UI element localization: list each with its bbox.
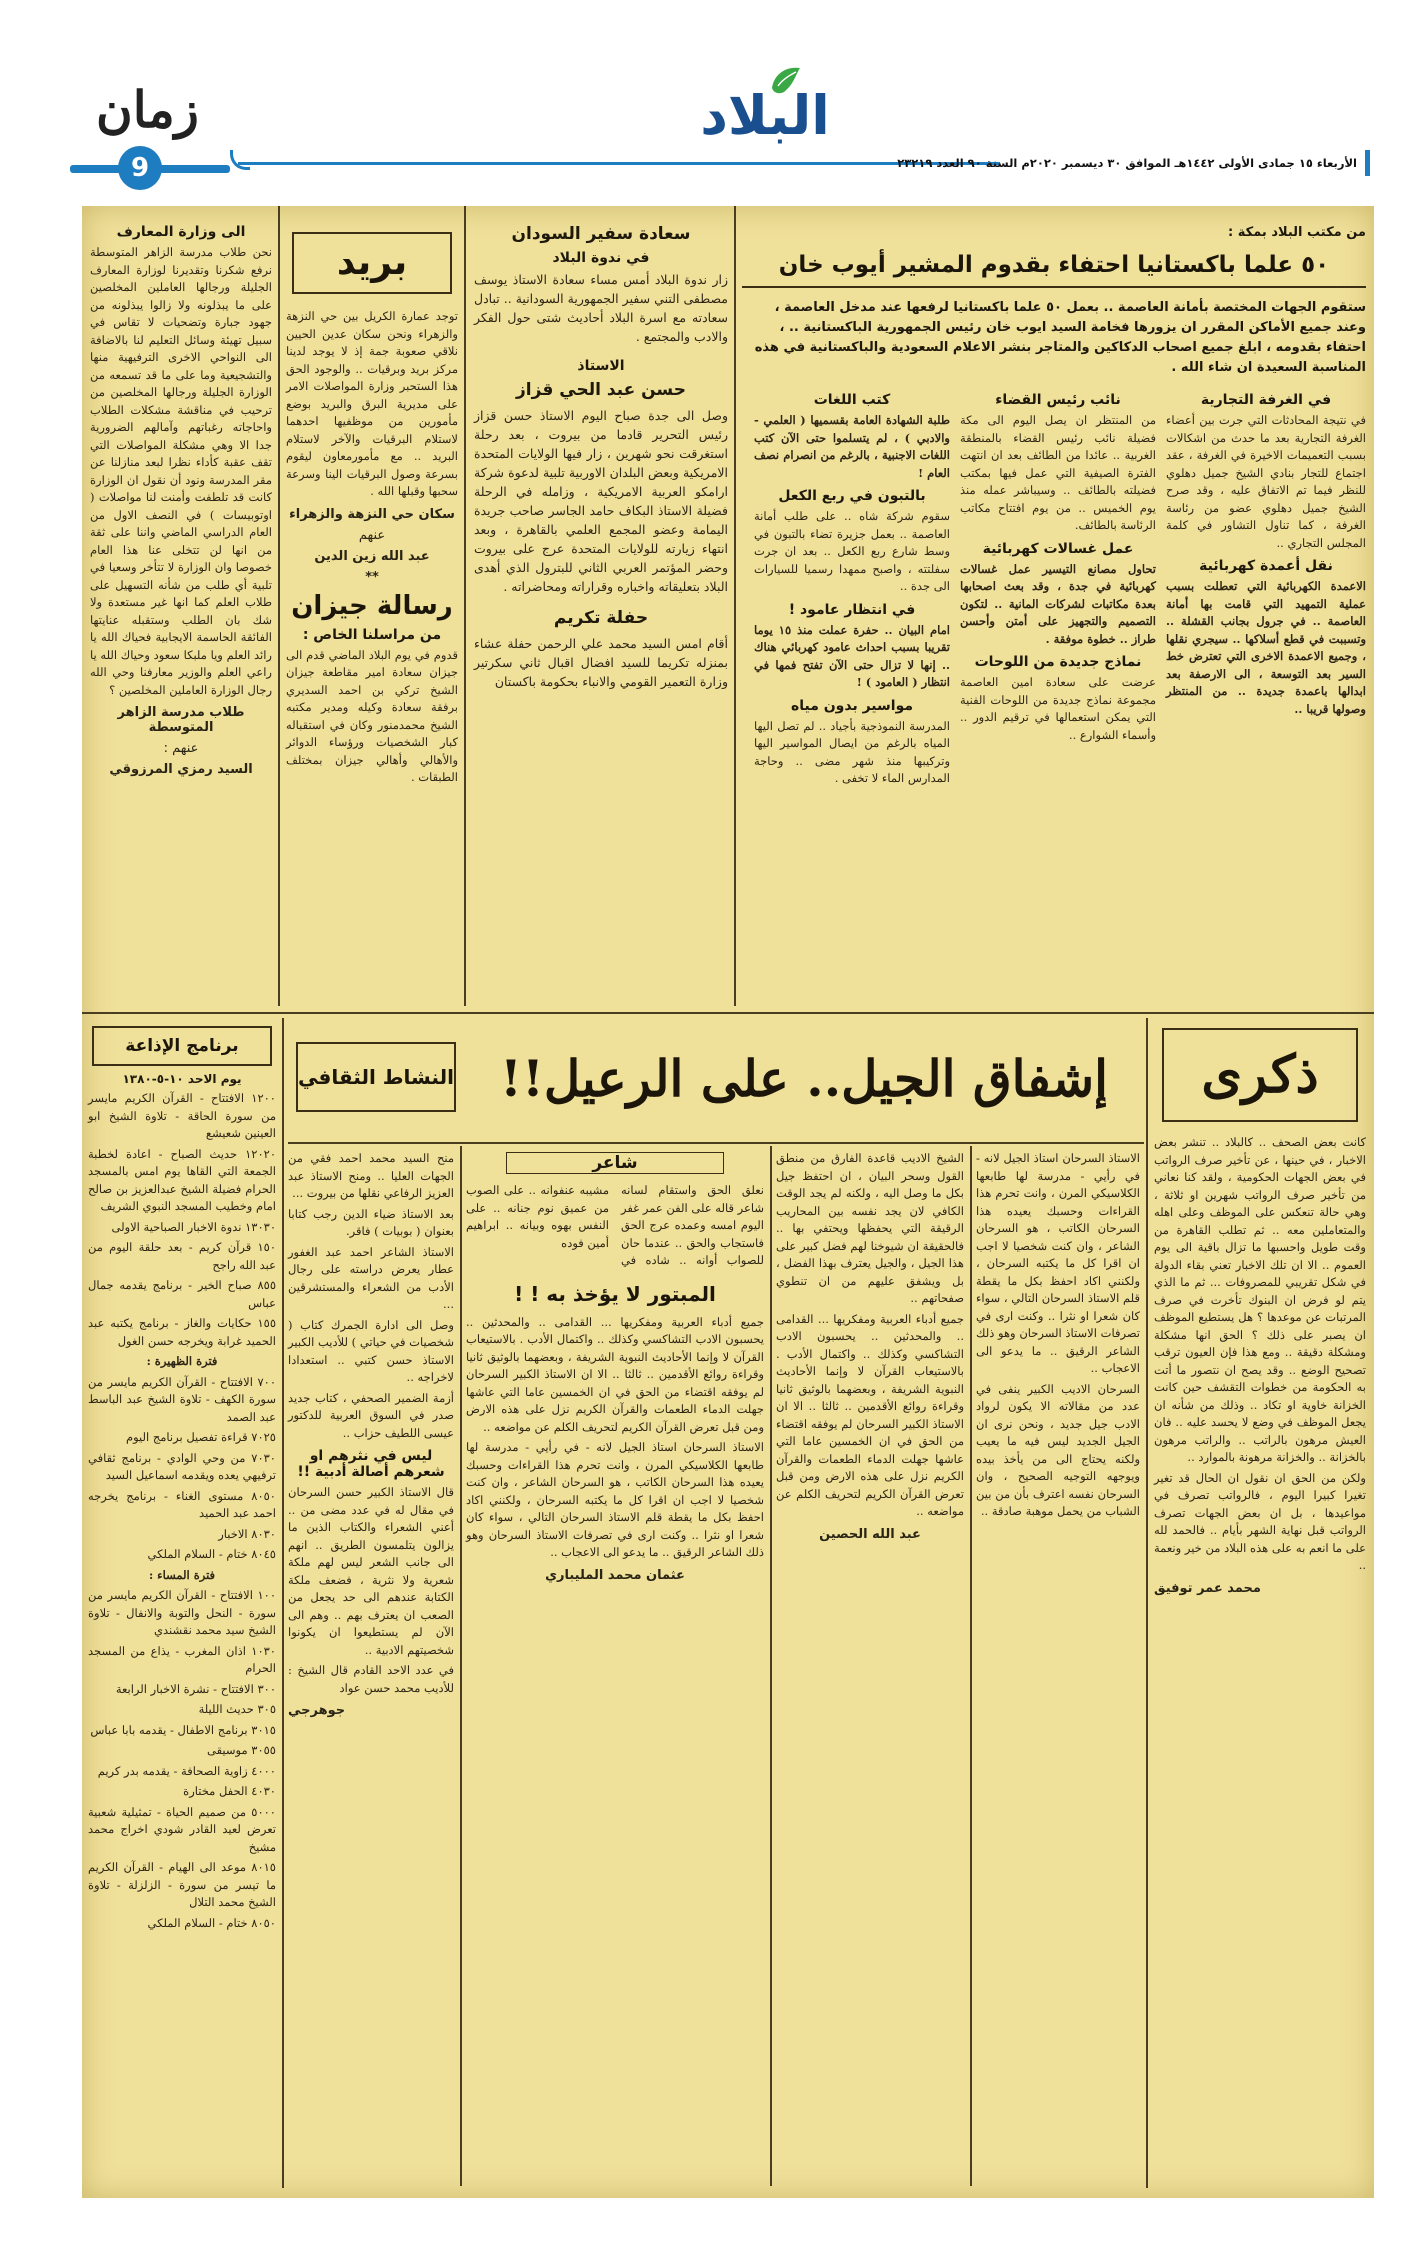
radio-program-list: [88, 1090, 276, 1932]
radio-program-item: فترة الظهيرة :: [146, 1354, 218, 1368]
column-rule: [770, 1146, 772, 2186]
radio-program-item: ٨٠٥٠ مستوى الغناء - برنامج يخرجه احمد عبد الحميد: [88, 1488, 276, 1520]
news-subhead: نقل أعمدة كهربائية: [1199, 558, 1333, 574]
section-divider: [82, 1012, 1374, 1014]
radio-program-item: ٥٠٠٠ من صميم الحياة - تمثيلية شعبية تعرض لعيد القادر شودي اخراج محمد مشيخ: [88, 1804, 276, 1854]
news-item: بعد الاستاذ ضياء الدين رجب كتابا بعنوان ( بوبيات ) فاقر.: [288, 1206, 454, 1238]
news-title: سعادة سفير السودان: [511, 224, 691, 244]
news-text: من المنتظر ان يصل اليوم الى مكة فضيلة نائب رئيس القضاء بالمنطقة الغربية .. عائدا من الطائف بعد ان انتهت الفترة الصيفية التي عمل فيها بمكتب فضيلته بالطائف .. وسيباشر عمله منذ يوم الخميس .. من يوم افتتاح مكاتب الرئاسة بالطائف.: [960, 413, 1156, 532]
article-text: جميع أدباء العربية ومفكريها ... القدامى .. والمحدثين .. يحسبون الادب التشاكسي وكذلك .. واكتمال الأدب . بالاستيعاب القرآن لا وإنما الأحاديث النبوية الشريفة ، وبعضهما بالوثيق ثانيا وقراءة روائع الأقدمين .. ثالثا .. الا ان الاستاذ الكبير السرحان لم يوفقه اقتضاء من الحق في ان الخمسين عاما التي عاشها جهلت الدماء الطعمات والقرآن الكريم نزل على هذه الارض ومن قبل تعرض القرآن الكريم لتحريف الكلم عن مواضعه ..: [776, 1311, 964, 1518]
letter-title: الى وزارة المعارف: [116, 224, 246, 240]
article-columns: [742, 386, 1366, 791]
zikra-title: ذكرى: [1162, 1028, 1358, 1122]
mail-column: [286, 218, 458, 1008]
news-item: في عدد الاحد القادم قال الشيخ : للأديب محمد حسن عواد: [288, 1663, 454, 1695]
signer-prefix: عنهم: [358, 527, 386, 543]
article-column-3: [754, 386, 950, 791]
ishfaq-header: [288, 1022, 1144, 1140]
radio-program-item: ٨٠١٥ موعد الى الهيام - القرآن الكريم ما تيسر من سورة - الزلزلة - تلاوة الشيخ محمد التلال: [88, 1860, 276, 1909]
news-text: عرضت على سعادة امين العاصمة مجموعة نماذج جديدة من اللوحات الفنية التي يمكن استعمالها في ترقيم الدور .. وأسماء الشوارع ..: [960, 675, 1156, 742]
article-column-1: [1166, 386, 1366, 791]
radio-program-date: يوم الاحد ١٠-٥-١٣٨٠: [122, 1072, 242, 1086]
news-item: الاستاذ الشاعر احمد عبد الغفور عطار يعرض دراسته على رجال الأدب من الشعراء والمستشرقين ...: [288, 1244, 454, 1311]
article-text: الاستاذ السرحان استاذ الجيل لانه - في رأيي - مدرسة لها طابعها الكلاسيكي المرن ، وانت تحرم هذا القراءات وحسبك يعيده هذا السرحان الكاتب ، هو السرحان الشاعر ، وان كنت شخصيا لا اجب ان اقرا كل ما يكتبه السرحان ، ولكنني اكاد احفظ بكل ما يقطة قلم الاستاذ السرحان التالي ، سواء كان شعرا او نثرا .. وكنت ارى في تصرفات الاستاذ السرحان وهو ذلك الشاعر الرقيق .. ما يدعو الى الاعجاب ..: [976, 1151, 1140, 1375]
radio-program-item: ١٣٠٣٠ ندوة الاخبار الصباحية الاولى: [111, 1219, 276, 1234]
radio-program-item: فترة المساء :: [148, 1567, 216, 1582]
news-subtitle: في ندوة البلاد: [552, 250, 650, 266]
ishfaq-headline: إشفاق الجيل.. على الرعيل!!: [500, 1049, 1108, 1108]
letter-signature: سكان حي النزهة والزهراء: [289, 506, 455, 522]
cultural-news-column: [288, 1150, 454, 2186]
radio-program-item: ٨٥٥ صباح الخير - برنامج يقدمه جمال عباس: [88, 1278, 276, 1310]
radio-program-item: ١٢٠٢٠ حديث الصباح - اعادة لخطبة الجمعة التي القاها يوم امس بالمسجد الحرام فضيلة الشيخ عبدالعزيز بن صالح امام وخطيب المسجد النبوي الشريف: [88, 1146, 276, 1213]
news-text: أقام امس السيد محمد علي الرحمن حفلة عشاء بمنزله تكريما للسيد افضال اقبال ثاني سكرتير وزارة التعمير القومي والانباء بحكومة باكستان: [474, 636, 728, 689]
news-subhead: نائب رئيس القضاء: [995, 392, 1121, 408]
news-subhead: في الغرفة التجارية: [1200, 392, 1332, 408]
zikra-column: [1154, 1024, 1366, 2188]
news-text: زار ندوة البلاد أمس مساء سعادة الاستاذ يوسف مصطفى التني سفير الجمهورية السودانية .. تبادل سعادته مع اسرة البلاد أحاديث شتى حول الفكر والادب والمجتمع .: [474, 272, 728, 344]
radio-program-item: ٣٠١٥ برنامج الاطفال - يقدمه بابا عباس: [90, 1722, 276, 1737]
newspaper-logo[interactable]: [690, 60, 840, 160]
news-title: حفلة تكريم: [553, 608, 649, 628]
letter-signer: عبد الله زين الدين: [314, 548, 430, 564]
news-item: منح السيد محمد احمد فقي من الجهات العليا .. ومنح الاستاذ عبد العزيز الرفاعي نقلها من بيروت ...: [288, 1151, 454, 1200]
separator: **: [365, 569, 379, 585]
radio-program-item: ٣٠٥ حديث الليلة: [198, 1702, 276, 1716]
letter-text: قدوم في يوم البلاد الماضي قدم الى جيزان سعادة امير مقاطعة جيزان الشيخ تركي بن احمد السديري برفقة سعادة وكيله ومدير مكتبه الشيخ محمدمنور وكان في استقباله كبار الشخصيات ورؤساء الدوائر والأهالي وأهالي جيزان بمختلف الطبقات .: [286, 647, 458, 784]
article-lead: ستقوم الجهات المختصة بأمانة العاصمة .. بعمل ٥٠ علما باكستانيا لرفعها عند مدخل العاصمة ، وعند جميع الأماكن المقرر ان يزورها فخامة السيد ايوب خان رئيس الجمهورية الباكستانية .. ، احتفاء بقدومه ، ابلغ جميع اصحاب الدكاكين والمتاجر بنشر الاعلام السعودية والباكستانية في هذه المناسبة السعيدة ان شاء الله .: [754, 300, 1366, 375]
cultural-activity-logo: النشاط الثقافي: [296, 1042, 456, 1112]
signer-prefix: عنهم :: [163, 741, 199, 756]
article-text: السرحان الاديب الكبير ينفى في عدد من مقالاته الا يكون لرواد الادب جيل جديد ، ونحن نرى ان الجيل الجديد ليس فيه ما يعيب ولكنه يحتاج الى من يأخذ بيده ويوجهه التوجيه الصحيح ، وان السرحان نفسه اعترف بأن من بين الشباب من يحمل موهبة صادقة ..: [976, 1381, 1140, 1518]
radio-program-item: ٧٠٠ الافتتاح - القرآن الكريم مايسر من سورة الكهف - تلاوة الشيخ عبد الباسط عبد الصمد: [88, 1374, 276, 1424]
column-text: كانت بعض الصحف .. كالبلاد .. تنشر بعض الاخبار ، في حينها ، عن تأخير صرف الرواتب في بعض الجهات الحكومية ، ولقد كنا نعاني من تأخير صرف الرواتب شهرين او ثلاثة ، وهي حالة تنعكس على الموظف وعلى اهله والمتعاملين معه .. ثم تطلب القاهرة من وقت طويل واحسبها ما تزال باقية الى يوم العموم .. الا ان تلك الاخبار تعني بقاء الدولة في شكل تقريبي للمصروفات ... ثم ما الذي يتم لو فرض ان البنوك تأخرت في صرف المرتبات عن موعدها ؟ هل يستطيع الموظف ان يصبر على ذلك ؟ الحق انها مشكلة ومشكلة دقيقة .. ومع هذا فإن العيون ترقب تصحيح الوضع .. وقد يصح ان نتصور ما أتت به الحكومة من خطوات التقشف حين كانت الخزانة خاوية او تكاد .. وذلك من شأنه ان يجعل الموظف في وضع لا يحسد عليه .. فان العيش مرهون بالراتب .. والراتب مرهون بالخزانة .. والخزانة مرهونة بالموارد ..: [1154, 1135, 1366, 1464]
article-headline: ٥٠ علما باكستانيا احتفاء بقدوم المشير أيوب خان: [742, 252, 1366, 288]
section-divider: [288, 1142, 1144, 1144]
news-subhead: مواسير بدون مياه: [790, 697, 914, 714]
radio-program-item: ٨٠٣٠ الاخبار: [218, 1526, 276, 1541]
column-rule: [282, 1018, 284, 2188]
news-subhead: عمل غسالات كهربائية: [982, 540, 1134, 557]
poem-title: شاعر: [506, 1152, 724, 1174]
reply-text: الاستاذ السرحان استاذ الجيل لانه - في رأيي - مدرسة لها طابعها الكلاسيكي المرن ، وانت تحرم هذا القراءات وحسبك يعيده هذا السرحان الكاتب ، هو السرحان الشاعر ، وان كنت شخصيا لا اجب ان اقرا كل ما يكتبه السرحان ، ولكنني اكاد احفظ بكل ما يقطة قلم الاستاذ السرحان التالي ، سواء كان شعرا او نثرا .. وكنت ارى في تصرفات الاستاذ السرحان وهو ذلك الشاعر الرقيق .. ما يدعو الى الاعجاب ..: [466, 1440, 764, 1559]
issue-date-line: الأربعاء ١٥ جمادى الأولى ١٤٤٢هـ الموافق ٣٠ ديسمبر ٢٠٢٠م السنة ٩٠ العدد ٢٣٢١٩: [1000, 150, 1370, 176]
radio-program-item: ١٠٣٠ اذان المغرب - يذاع من المسجد الحرام: [88, 1643, 276, 1675]
column-text: ولكن من الحق ان نقول ان الحال قد تغير تغيرا كبيرا اليوم ، فالرواتب تصرف في مواعيدها ، بل ان بعض الجهات تصرف الرواتب قبل نهاية الشهر بأيام .. فالحمد لله على ما انعم به على هذه البلاد من خير ونعمة ..: [1154, 1470, 1366, 1572]
radio-program-item: ٧٠٢٥ قراءة تفصيل برنامج اليوم: [125, 1430, 276, 1444]
letter-signer: السيد رمزي المرزوقي: [109, 762, 253, 777]
radio-program-title: برنامج الإذاعة: [92, 1026, 272, 1066]
header-rule-curve: [230, 150, 250, 170]
reply-signer: عثمان محمد المليباري: [545, 1567, 685, 1583]
news-item: قال الاستاذ الكبير حسن السرحان في مقال له في عدد مضى من .. أعني الشعراء والكتاب الذين ما يزالون يتلمسون الطريق .. انهم الى جانب الشعر ليس لهم ملكة شعرية ولا نثرية ، فضعف ملكة الكتابة عندهم الى حد يجعل من الصعب ان يعترف بهم .. وهم الى الآن لم يستطيعوا ان يكونوا شخصيتهم الادبية ..: [288, 1485, 454, 1657]
radio-program-column: [88, 1024, 276, 2188]
scanned-newspaper-page: [82, 206, 1374, 2198]
radio-program-item: ٣٠٠ الافتتاح - نشرة الاخبار الرابعة: [115, 1681, 276, 1696]
article-text: الشيخ الاديب قاعدة الفارق من منطق القول وسحر البيان ، ان احتفظ جيل بكل ما وصل اليه ، ولكنه لم يجد الوقت الكافي لان يجد نفسه بين المحاريب الرقيقة التي يحفظها ويحتفي بها .. فالحقيقة ان شيوخنا لهم فضل كبير على هذا الجيل ، والجيل يعترف بهذا الفضل ، بل ويشفق عليهم من ان تنطوي صفحاتهم ..: [776, 1151, 964, 1305]
letter-text: نحن طلاب مدرسة الزاهر المتوسطة نرفع شكرنا وتقديرنا لوزارة المعارف الجليلة ورجالها العاملين المخلصين على ما يبذلونه ولا زالوا يبذلونه من جهود جبارة وتضحيات لا تقاس في سبيل تهيئة وسائل التعليم لنا بالاضافة الى النواحي الاخرى الترفيهية منها والتشجيعية وما على ما قد تسمعه من الوزارة الجليلة ورجالها المخلصين من ترحيب في مناقشة مشكلات الطلاب واحاجاته رغباتهم وآمالهم الضرورية جدا الا وهي مشكلة المواصلات التي تقف عقبة كأداء نظرا لبعد منازلنا عن مقر المدرسة ونود أن نقول ان الوزارة كانت قد تلطفت وأمنت لنا مواصلات ( اوتوبيسات ) في النصف الاول من العام الدراسي الماضي واننا على ثقة من انها لن تتخلى عنا هذا العام خصوصا وان الوزارة لا تتأخر وسعيا في تلبية أي طلب من شأنه التسهيل على طلاب العلم كما انها غير مستعدة ولا شك بان الطلب وستقبله عنايتها الفائقة الحاسمة الايجابية فحياك الله يا رائد العلم ويا ملبكا سعود وحياك الله يا راعي العلم والوزير معارفنا وحي الله رجال الوزارة العاملين المخلصين ؟: [90, 245, 272, 697]
correspondent-label: من مراسلنا الخاص :: [302, 626, 442, 643]
news-subhead: بالتبون في ربع الكعل: [778, 488, 926, 504]
article-column-2: [960, 386, 1156, 791]
news-subhead: في انتظار عامود !: [788, 601, 916, 618]
radio-program-item: ١٢٠٠ الافتتاح - القرآن الكريم مايسر من سورة الحاقة - تلاوة الشيخ ابو العينين شعيشع: [88, 1091, 276, 1140]
article-signer: عبد الله الحصين: [819, 1526, 921, 1542]
news-signer: جوهرجي: [288, 1703, 346, 1718]
pakistan-flags-article: [742, 218, 1366, 1008]
news-text: امام البيان .. حفرة عملت منذ ١٥ يوما تقريبا بسبب احداث عامود كهربائي هناك .. إنها لا تزال حتى الآن تفتح فمها في انتظار ( العامود ) !: [754, 622, 950, 689]
masthead: [0, 0, 1420, 190]
news-text: المدرسة النموذجية بأجياد .. لم تصل اليها المياه بالرغم من ايصال المواسير اليها وتركيبها منذ شهر مضى .. وحاجة المدارس الماء لا تخفى .: [754, 718, 950, 785]
ambassador-column: [474, 218, 728, 1008]
news-text: طلبة الشهادة العامة بقسميها ( العلمي - والادبي ) ، لم يتسلموا حتى الآن كتب اللغات الاجنبية ، بالرغم من انصرام نصف العام !: [754, 413, 950, 480]
news-item: وصل الى ادارة الجمرك كتاب ( شخصيات في حياتي ) للأديب الكبير الاستاذ حسن كتبي .. استعدادا لاخراجه ..: [288, 1317, 454, 1384]
column-rule: [460, 1146, 462, 2186]
header-rule: [238, 162, 1000, 165]
mail-section-title: بريد: [292, 232, 452, 294]
radio-program-item: ١٥٥ حكايات والغاز - برنامج يكتبه عبد الحميد غرابة ويخرجه حسن الغول: [88, 1316, 276, 1348]
letter-text: توجد عمارة الكريل بين حي النزهة والزهراء ونحن سكان عدين الحيين نلاقي صعوبة جمة إذ لا يوجد لدينا مركز بريد وبرقيات .. والوجود الحق هذا الستحبر وزارة المواصلات الامر على مديرية البرق والبريد بوضع مأمورين من موظفيها احدهما لاستلام البرقيات والآخر لاستلام البريد .. مع مأمورمعاون ليقوم بسرعة وصول البرقيات الينا وسرعة سحبها وقبلها الله .: [286, 309, 458, 498]
ishfaq-body-col-1: [976, 1150, 1140, 2186]
reply-text: جميع أدباء العربية ومفكريها ... القدامى .. والمحدثين .. يحسبون الادب التشاكسي وكذلك .. واكتمال الأدب . بالاستيعاب القرآن لا وإنما الأحاديث النبوية الشريفة ، وبعضهما بالوثيق ثانيا وقراءة روائع الأقدمين .. ثالثا .. الا ان الاستاذ الكبير السرحان لم يوفقه اقتضاء من الحق في ان الخمسين عاما التي عاشها جهلت الدماء الطعمات والقرآن الكريم نزل على هذه الارض ومن قبل تعرض القرآن الكريم لتحريف الكلم عن مواضعه ..: [466, 1314, 764, 1434]
news-text: الاعمدة الكهربائية التي تعطلت بسبب عملية التمهيد التي قامت بها أمانة العاصمة .. في جرول بجانب القشلة .. وتسببت في قطع أسلاكها .. سيجري نقلها ، وجميع الاعمدة الاخرى التي تعترض خط السير بعد التوسعة ، الى الارصفة بعد ابدالها باعمدة جديدة .. من المنتظر وصولها قريبا ..: [1166, 579, 1366, 716]
person-name: حسن عبد الحي قزاز: [516, 380, 686, 400]
radio-program-item: ٨٠٤٥ ختام - السلام الملكي: [147, 1547, 276, 1561]
news-item-title: ليس في نثرهم او شعرهم أصالة أدبية !!: [297, 1448, 445, 1480]
reply-title: المبتور لا يؤخذ به ! !: [514, 1281, 716, 1306]
news-text: سقوم شركة شاه .. على طلب أمانة العاصمة .. بعمل جزيرة تضاء بالتبون في وسط شارع ربع الكعل .. بعد ان جرت سفلتته ، واصبح ممهدا رسميا للسيارات الى جدة ..: [754, 509, 950, 593]
column-signer: محمد عمر توفيق: [1154, 1580, 1261, 1596]
radio-program-item: ٣٠٥٥ موسيقى: [207, 1743, 276, 1757]
jizan-letter-title: رسالة جيزان: [291, 590, 453, 621]
news-text: وصل الى جدة صباح اليوم الاستاذ حسن قزاز رئيس التحرير قادما من بيروت ، بعد رحلة استغرقت نحو شهرين ، زار فيها الولايات المتحدة الامريكية وبعض البلدان الاوربية تلبية لدعوة شركة ارامكو العربية الامريكية ، وزامله في الرحلة فضيلة الاستاذ البكاف حامد الجاسر صاحب جريدة اليمامة وعضو المجمع العلمي بالقاهرة ، وبعد انتهاء زيارته للولايات المتحدة عرج على بيروت وحضر المؤتمر العربي الثاني للبترول الذي أهدى البلاد بتعليقاته واخباره وقراراته ومحاضراته .: [474, 408, 728, 594]
poem-and-reply-column: [466, 1150, 764, 2186]
radio-program-item: ٤٠٣٠ الحفل مختارة: [183, 1784, 276, 1798]
dateline: من مكتب البلاد بمكة :: [1228, 225, 1366, 240]
poem-text: نعلق الحق واستقام لسانه شاعر قاله على الفن عمر غفر اليوم امسه وعمده عرج الحق فاستجاب والحق .. عندما حان للصواب أوانه .. شاده في مشيبه عنفوانه .. على الصوب من عميق نوم جنانه .. على النفس بهوه وبيانه .. ابراهيم أمين فوده: [466, 1183, 764, 1267]
page-number: 9: [118, 146, 162, 190]
column-rule: [464, 206, 466, 1006]
column-rule: [278, 206, 280, 1006]
radio-program-item: ٧٠٣٠ من وحي الوادي - برنامج ثقافي ترفيهي يعده ويقدمه اسماعيل السيد: [88, 1450, 276, 1482]
education-letter-column: [90, 218, 272, 1008]
radio-program-item: ٨٠٥٠ ختام - السلام الملكي: [147, 1915, 276, 1930]
news-title: الاستاذ: [577, 358, 625, 374]
news-text: في نتيجة المحادثات التي جرت بين أعضاء الغرفة التجارية بعد ما حدث من اشكالات بسبب التعميمات الاخيرة في الغرفة ، عقد اجتماع للتجار بنادي الشيخ جميل دهلوي للنظر فيما تم الاتفاق عليه ، وقد صرح الشيخ جميل دهلوي عضو من رئاسة الغرفة ، كما تناول التشاور في كلمة المجلس التجاري ..: [1166, 413, 1366, 550]
radio-program-item: ٤٠٠٠ زاوية الصحافة - يقدمه بدر كريم: [97, 1763, 276, 1778]
column-rule: [1146, 1018, 1148, 2188]
column-rule: [734, 206, 736, 1006]
column-rule: [970, 1146, 972, 2186]
letter-signature: طلاب مدرسة الزاهر المتوسطة: [117, 705, 245, 735]
radio-program-item: ١٥٠ قرآن كريم - بعد حلقة اليوم من عبد الله راجح: [88, 1240, 276, 1272]
news-text: تحاول مصانع التيسير عمل غسالات كهربائية في جدة ، وقد بعث اصحابها بعدة مكاتبات لشركات المانية .. لتكون التصميم والتجهيز على أمتن وأحسن طراز .. خطوة موفقة .: [960, 561, 1156, 646]
logo-text: البلاد: [700, 84, 830, 147]
section-name: زمان: [96, 80, 199, 139]
ishfaq-body-col-2: [776, 1150, 964, 2186]
news-item: أزمة الضمير الصحفي ، كتاب جديد صدر في السوق العربية للدكتور عيسى اللطيف حزاب ..: [288, 1390, 454, 1440]
news-subhead: كتب اللغات: [813, 392, 891, 408]
radio-program-item: ١٠٠ الافتتاح - القرآن الكريم مايسر من سورة - النحل والتوبة والانفال - تلاوة الشيخ سيد محمد نقشندي: [88, 1588, 276, 1637]
news-subhead: نماذج جديدة من اللوحات: [974, 654, 1142, 670]
